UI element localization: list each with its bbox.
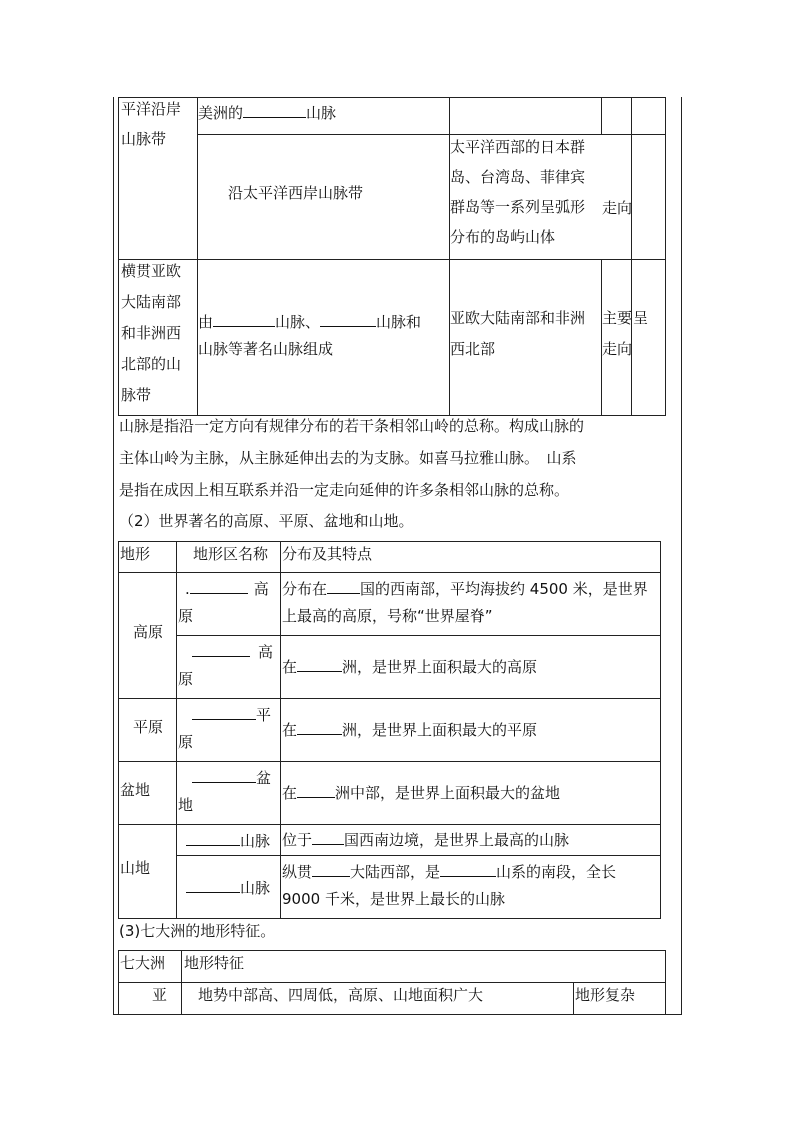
blank-line — [198, 311, 421, 330]
table2-border — [176, 855, 661, 856]
feature-text — [282, 782, 560, 801]
answer-blank[interactable] — [440, 861, 496, 877]
answer-blank[interactable] — [213, 311, 275, 327]
distribution-text: 太平洋西部的日本群 — [450, 138, 586, 156]
table2-border — [118, 824, 661, 825]
answer-blank[interactable] — [312, 829, 344, 845]
direction-text: 走向 — [602, 199, 633, 217]
feature-text — [282, 656, 537, 675]
direction-text: 主要 — [602, 309, 633, 327]
table2-border — [118, 541, 119, 919]
table2-border — [176, 635, 661, 636]
table1-border — [665, 97, 666, 416]
belt-name: 平洋沿岸 — [121, 100, 182, 118]
answer-blank[interactable] — [192, 767, 256, 783]
text: 在 — [282, 721, 298, 739]
text: 在 — [282, 658, 298, 676]
answer-blank[interactable] — [312, 861, 350, 877]
answer-blank[interactable] — [327, 578, 360, 594]
text: 山系的南段，全长 — [496, 863, 617, 881]
table1-border — [197, 134, 665, 135]
name-blank — [185, 578, 269, 597]
table1-border — [118, 97, 119, 416]
answer-blank[interactable] — [320, 311, 376, 327]
column-header: 地形区名称 — [193, 545, 269, 563]
name-suffix: 地 — [178, 796, 194, 814]
table3-border — [118, 982, 665, 983]
name-suffix: 原 — [178, 607, 194, 625]
answer-blank[interactable] — [297, 719, 342, 735]
table1-border — [118, 97, 665, 98]
table1-border — [601, 97, 602, 134]
text: 纵贯 — [282, 863, 313, 881]
frame-border — [113, 97, 114, 1014]
definition-paragraph: 是指在成因上相互联系并沿一定走向延伸的许多条相邻山脉的总称。 — [119, 481, 570, 499]
belt-name: 大陆南部 — [121, 293, 182, 311]
table2-border — [118, 541, 661, 542]
name-blank — [192, 704, 271, 723]
name-suffix: 原 — [178, 733, 194, 751]
belt-name: 北部的山 — [121, 355, 182, 373]
table2-border — [660, 541, 661, 919]
frame-border — [113, 1014, 682, 1015]
text: 由 — [198, 313, 214, 331]
text: 洲，是世界上面积最大的高原 — [342, 658, 538, 676]
text: . — [185, 580, 190, 598]
direction-text: 走向 — [602, 340, 633, 358]
distribution-text: 群岛等一系列呈弧形 — [450, 198, 586, 216]
terrain-feature: 地势中部高、四周低，高原、山地面积广大 — [198, 986, 484, 1004]
table3-border — [573, 982, 574, 1014]
feature-text — [282, 861, 616, 880]
text: 大陆西部，是 — [350, 863, 441, 881]
table1-border — [118, 259, 665, 260]
name-blank — [186, 877, 270, 896]
feature-text: 9000 千米，是世界上最长的山脉 — [282, 890, 505, 908]
direction-text: 呈 — [633, 309, 649, 327]
answer-blank[interactable] — [192, 704, 256, 720]
section-heading: (3)七大洲的地形特征。 — [119, 922, 276, 940]
landform-type: 山地 — [120, 859, 151, 877]
name-blank — [186, 830, 270, 849]
text: 山脉、 — [275, 313, 321, 331]
table2-border — [176, 541, 177, 919]
text: 位于 — [282, 831, 313, 849]
text: 高 — [253, 580, 269, 598]
text: 盆 — [256, 769, 272, 787]
text: 山脉 — [306, 104, 337, 122]
table3-border — [181, 950, 182, 1014]
text: 山脉 — [240, 879, 271, 897]
composition-text: 山脉等著名山脉组成 — [198, 340, 334, 358]
table3-border — [118, 950, 119, 1014]
blank-line — [198, 102, 336, 121]
table3-border — [118, 950, 665, 951]
table2-border — [118, 698, 661, 699]
terrain-note: 地形复杂 — [575, 986, 636, 1004]
table3-border — [665, 950, 666, 1014]
distribution-text: 西北部 — [450, 340, 496, 358]
column-header: 分布及其特点 — [282, 545, 373, 563]
answer-blank[interactable] — [192, 641, 250, 657]
text: 国西南边境，是世界上最高的山脉 — [344, 831, 570, 849]
table1-border — [601, 259, 602, 415]
feature-text — [282, 578, 648, 597]
distribution-text: 分布的岛屿山体 — [450, 228, 556, 246]
text: 在 — [282, 784, 298, 802]
belt-name: 山脉带 — [121, 130, 167, 148]
table2-border — [118, 572, 661, 573]
text: 高 — [258, 643, 274, 661]
text: 平 — [256, 706, 272, 724]
belt-name: 和非洲西 — [121, 324, 182, 342]
table2-border — [118, 918, 661, 919]
feature-text — [282, 719, 537, 738]
answer-blank[interactable] — [297, 656, 342, 672]
distribution-text: 岛、台湾岛、菲律宾 — [450, 168, 586, 186]
table1-border — [197, 97, 198, 416]
definition-paragraph: 主体山岭为主脉，从主脉延伸出去的为支脉。如喜马拉雅山脉。 山系 — [119, 449, 577, 467]
answer-blank[interactable] — [190, 578, 248, 594]
feature-text — [282, 829, 569, 848]
text: 洲中部，是世界上面积最大的盆地 — [335, 784, 561, 802]
text: 国的西南部，平均海拔约 4500 米，是世界 — [360, 580, 648, 598]
definition-paragraph: 山脉是指沿一定方向有规律分布的若干条相邻山岭的总称。构成山脉的 — [119, 417, 585, 435]
belt-name: 沿太平洋西岸山脉带 — [228, 184, 364, 202]
answer-blank[interactable] — [297, 782, 335, 798]
column-header: 地形 — [120, 545, 151, 563]
landform-type: 盆地 — [120, 781, 151, 799]
text: 山脉 — [240, 832, 271, 850]
table1-border — [118, 415, 665, 416]
answer-blank[interactable] — [243, 102, 306, 118]
table1-border — [631, 97, 632, 416]
table2-border — [118, 761, 661, 762]
distribution-text: 亚欧大陆南部和非洲 — [450, 309, 586, 327]
name-blank — [192, 641, 273, 660]
feature-text: 上最高的高原，号称“世界屋脊” — [282, 607, 493, 625]
section-heading: （2）世界著名的高原、平原、盆地和山地。 — [119, 512, 414, 530]
landform-type: 高原 — [133, 623, 164, 641]
column-header: 地形特征 — [184, 954, 245, 972]
text: 洲，是世界上面积最大的平原 — [342, 721, 538, 739]
name-suffix: 原 — [178, 670, 194, 688]
name-blank — [192, 767, 271, 786]
continent-name: 亚 — [152, 986, 168, 1004]
answer-blank[interactable] — [186, 830, 240, 846]
answer-blank[interactable] — [186, 877, 240, 893]
text: 美洲的 — [198, 104, 244, 122]
frame-border — [681, 97, 682, 1014]
landform-type: 平原 — [133, 718, 164, 736]
text: 山脉和 — [376, 313, 422, 331]
column-header: 七大洲 — [120, 954, 166, 972]
text: 分布在 — [282, 580, 328, 598]
belt-name: 脉带 — [121, 386, 152, 404]
belt-name: 横贯亚欧 — [121, 262, 182, 280]
table2-border — [280, 541, 281, 919]
